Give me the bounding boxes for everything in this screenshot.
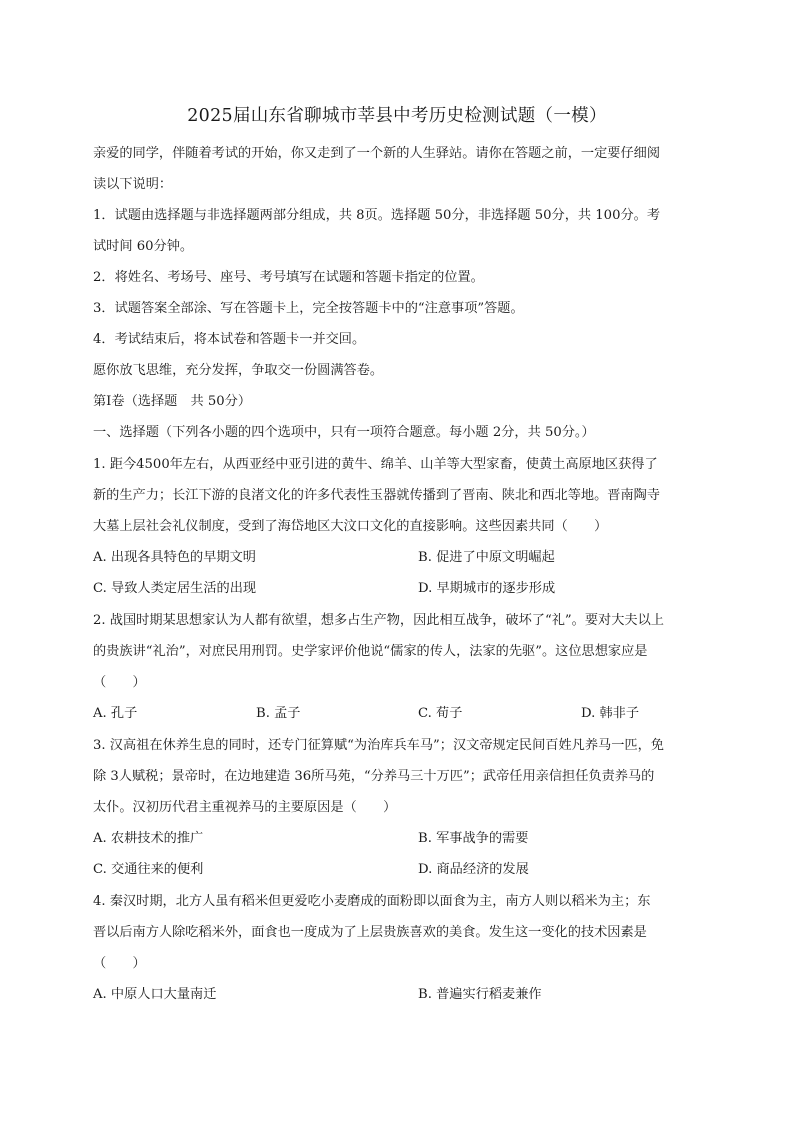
instruction-line: 4．考试结束后，将本试卷和答题卡一并交回。 <box>93 332 366 347</box>
question-1-line: 1. 距今4500年左右，从西亚经中亚引进的黄牛、绵羊、山羊等大型家畜，使黄土高原地区获得了 <box>93 457 658 472</box>
wish-line: 愿你放飞思维，充分发挥，争取交一份圆满答卷。 <box>93 363 384 378</box>
question-1-option-d[interactable]: D. 早期城市的逐步形成 <box>418 581 556 596</box>
question-4-line: 晋以后南方人除吃稻米外，面食也一度成为了上层贵族喜欢的美食。发生这一变化的技术因素是 <box>93 925 647 940</box>
question-3-option-c[interactable]: C. 交通往来的便利 <box>93 862 204 877</box>
question-2-line: （ ） <box>93 675 146 690</box>
question-4-option-b[interactable]: B. 普遍实行稻麦兼作 <box>418 987 542 1002</box>
intro-line: 读以下说明： <box>93 177 173 192</box>
question-1-line: 新的生产力；长江下游的良渚文化的许多代表性玉器就传播到了晋南、陕北和西北等地。晋南陶寺 <box>93 488 661 503</box>
question-4-option-a[interactable]: A. 中原人口大量南迁 <box>93 987 217 1002</box>
question-3-line: 太仆。汉初历代君主重视养马的主要原因是（ ） <box>93 800 397 815</box>
question-2-option-d[interactable]: D. 韩非子 <box>581 706 640 721</box>
exam-title: 2025届山东省聊城市莘县中考历史检测试题（一模） <box>187 106 607 126</box>
question-2-option-b[interactable]: B. 孟子 <box>256 706 301 721</box>
question-2-line: 2. 战国时期某思想家认为人都有欲望，想多占生产物，因此相互战争，破坏了“礼”。要对大夫以上 <box>93 613 664 628</box>
question-3-option-d[interactable]: D. 商品经济的发展 <box>418 862 529 877</box>
question-2-option-c[interactable]: C. 荀子 <box>418 706 463 721</box>
question-2-option-a[interactable]: A. 孔子 <box>93 706 138 721</box>
part-heading: 第Ⅰ卷（选择题 共 50分） <box>93 394 252 409</box>
question-1-option-b[interactable]: B. 促进了中原文明崛起 <box>418 550 555 565</box>
question-3-line: 除 3人赋税；景帝时，在边地建造 36所马苑，“分养马三十万匹”；武帝任用亲信担任负责养马的 <box>93 769 655 784</box>
instruction-line: 1．试题由选择题与非选择题两部分组成，共 8页。选择题 50分，非选择题 50分，共 100分。考 <box>93 208 661 223</box>
question-4-line: （ ） <box>93 956 146 971</box>
question-3-option-b[interactable]: B. 军事战争的需要 <box>418 831 529 846</box>
instruction-line: 3．试题答案全部涂、写在答题卡上，完全按答题卡中的“注意事项”答题。 <box>93 301 524 316</box>
question-1-line: 大墓上层社会礼仪制度，受到了海岱地区大汶口文化的直接影响。这些因素共同（ ） <box>93 519 608 534</box>
instruction-line: 2．将姓名、考场号、座号、考号填写在试题和答题卡指定的位置。 <box>93 270 484 285</box>
question-1-option-a[interactable]: A. 出现各具特色的早期文明 <box>93 550 256 565</box>
question-3-option-a[interactable]: A. 农耕技术的推广 <box>93 831 204 846</box>
question-1-option-c[interactable]: C. 导致人类定居生活的出现 <box>93 581 257 596</box>
section-heading: 一、选择题（下列各小题的四个选项中，只有一项符合题意。每小题 2分，共 50分。） <box>93 425 595 440</box>
intro-line: 亲爱的同学，伴随着考试的开始，你又走到了一个新的人生驿站。请你在答题之前，一定要仔细阅 <box>93 146 661 161</box>
question-2-line: 的贵族讲“礼治”，对庶民用刑罚。史学家评价他说“儒家的传人，法家的先驱”。这位思想家应是 <box>93 644 648 659</box>
question-4-line: 4. 秦汉时期，北方人虽有稻米但更爱吃小麦磨成的面粉即以面食为主，南方人则以稻米为主；东 <box>93 894 651 909</box>
question-3-line: 3. 汉高祖在休养生息的同时，还专门征算赋“为治库兵车马”；汉文帝规定民间百姓凡养马一匹，免 <box>93 738 664 753</box>
instruction-line: 试时间 60分钟。 <box>93 239 194 254</box>
